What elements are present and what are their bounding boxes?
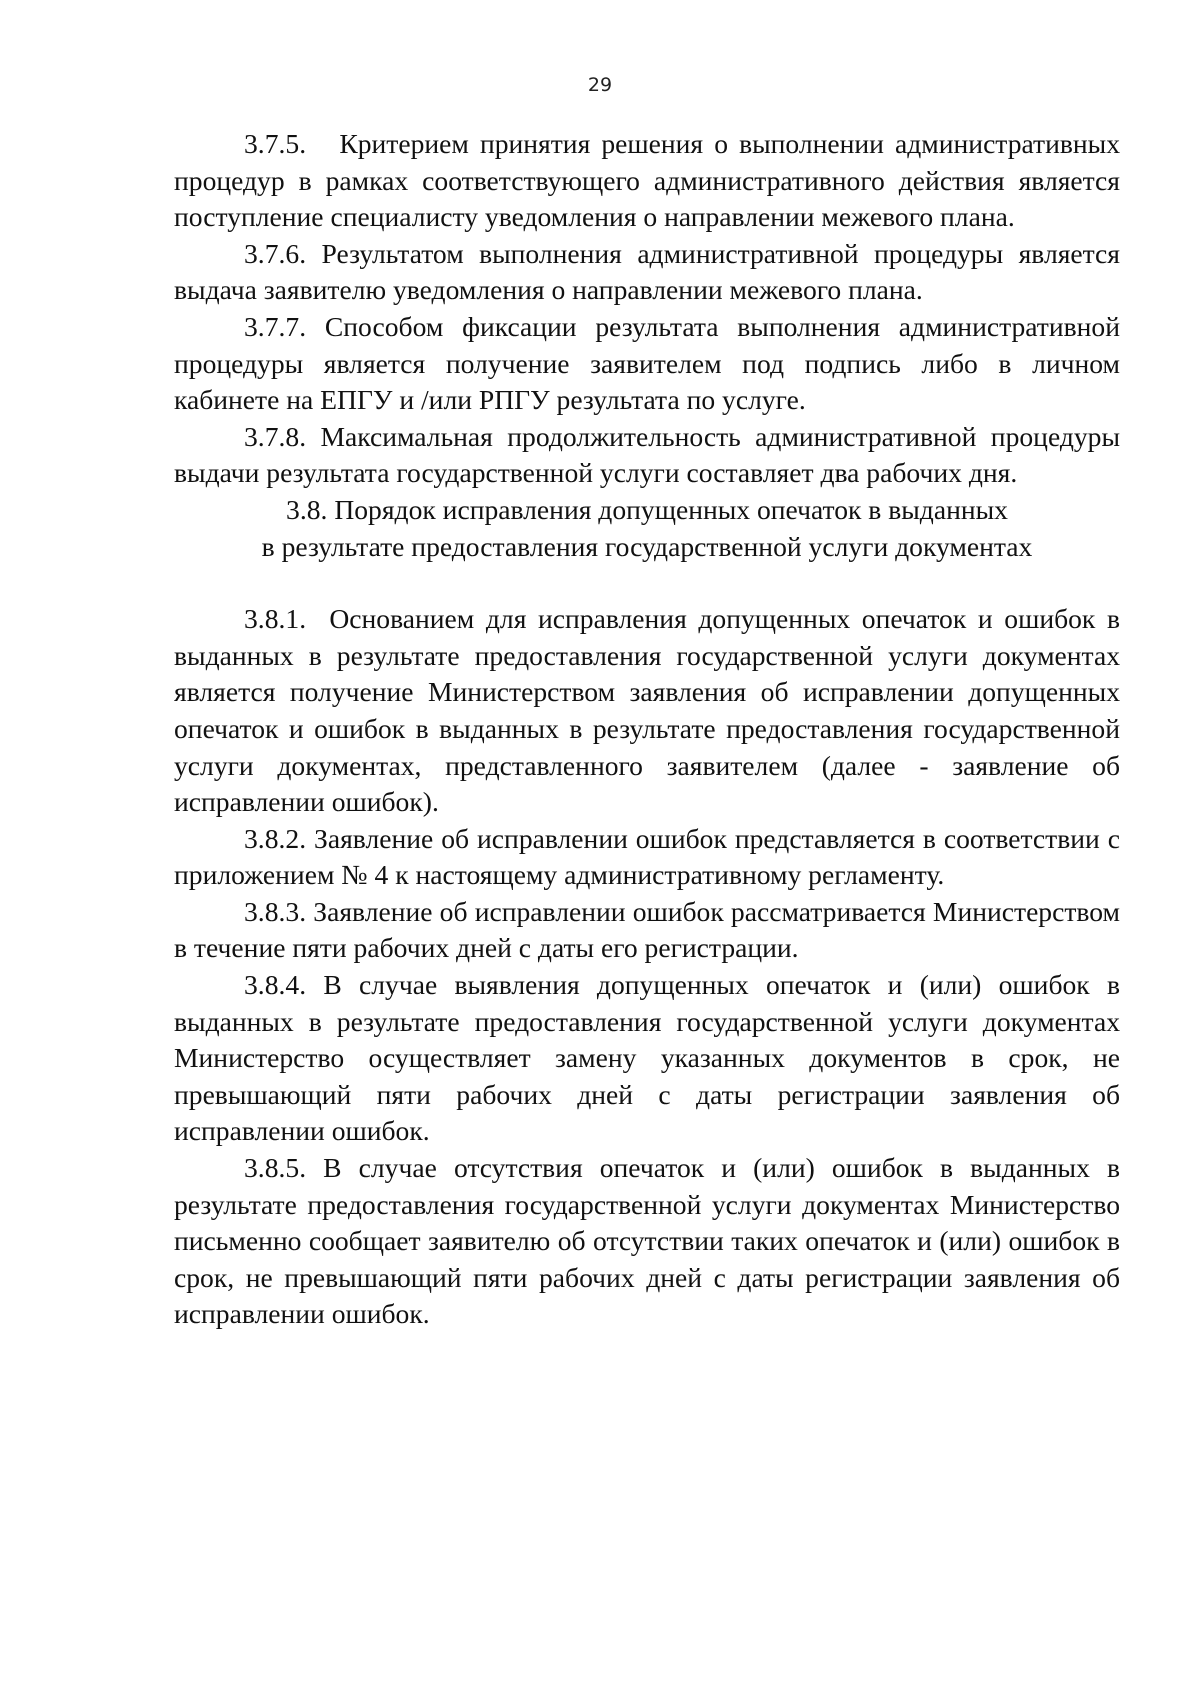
paragraph-3-8-1: 3.8.1. Основанием для исправления допущенных опечаток и ошибок в выданных в результате предоставления государственной услуги документах является получение Министерством заявления об исправлении допущенных опечаток и ошибок в выданных в результате предоставления государственной услуги документах, представленного заявителем (далее - заявление об исправлении ошибок). — [174, 603, 1120, 818]
paragraph-3-7-5: 3.7.5. Критерием принятия решения о выполнении административных процедур в рамках соответствующего административного действия является поступление специалисту уведомления о направлении межевого плана. — [174, 128, 1120, 233]
page-number: 29 — [587, 74, 613, 96]
paragraph-3-7-6: 3.7.6. Результатом выполнения административной процедуры является выдача заявителю уведомления о направлении межевого плана. — [174, 237, 1120, 306]
section-heading-3-8 — [174, 492, 1120, 565]
paragraph-3-8-2: 3.8.2. Заявление об исправлении ошибок представляется в соответствии с приложением № 4 к настоящему административному регламенту. — [174, 822, 1120, 891]
section-heading-line-1: 3.8. Порядок исправления допущенных опечаток в выданных — [286, 493, 1008, 525]
paragraph-3-8-4: 3.8.4. В случае выявления допущенных опечаток и (или) ошибок в выданных в результате предоставления государственной услуги документах Министерство осуществляет замену указанных документов в срок, не превышающий пяти рабочих дней с даты регистрации заявления об исправлении ошибок. — [174, 969, 1120, 1147]
paragraph-3-8-5: 3.8.5. В случае отсутствия опечаток и (или) ошибок в выданных в результате предоставления государственной услуги документах Министерство письменно сообщает заявителю об отсутствии таких опечаток и (или) ошибок в срок, не превышающий пяти рабочих дней с даты регистрации заявления об исправлении ошибок. — [174, 1152, 1120, 1330]
paragraph-3-8-3: 3.8.3. Заявление об исправлении ошибок рассматривается Министерством в течение пяти рабочих дней с даты его регистрации. — [174, 895, 1120, 964]
section-heading-line-2: в результате предоставления государственной услуги документах — [261, 530, 1033, 562]
document-body — [174, 126, 1120, 1333]
paragraph-3-7-8: 3.7.8. Максимальная продолжительность административной процедуры выдачи результата государственной услуги составляет два рабочих дня. — [174, 420, 1120, 489]
paragraph-3-7-7: 3.7.7. Способом фиксации результата выполнения административной процедуры является получение заявителем под подпись либо в личном кабинете на ЕПГУ и /или РПГУ результата по услуге. — [174, 310, 1120, 416]
